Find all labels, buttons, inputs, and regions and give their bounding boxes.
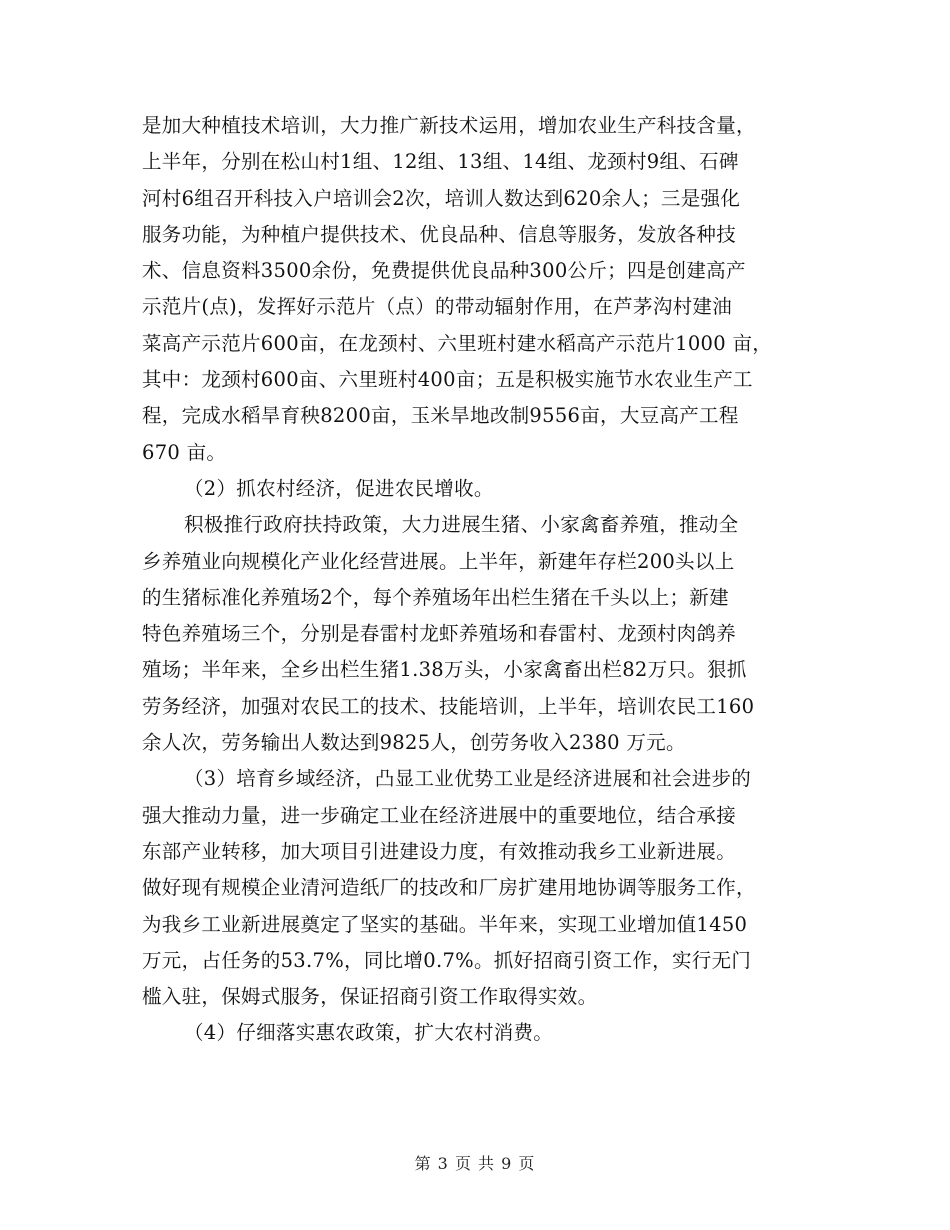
text-line: （2）抓农村经济，促进农民增收。 xyxy=(184,476,494,500)
text-line: 服务功能，为种植户提供技术、优良品种、信息等服务，发放各种技 xyxy=(142,222,737,246)
text-line: 河村6组召开科技入户培训会2次，培训人数达到620余人；三是强化 xyxy=(142,186,741,210)
text-line: 东部产业转移，加大项目引进建设力度，有效推动我乡工业新进展。 xyxy=(142,839,737,863)
text-line: 余人次，劳务输出人数达到9825人，创劳务收入2380 万元。 xyxy=(142,731,686,755)
text-line: 上半年，分别在松山村1组、12组、13组、14组、龙颈村9组、石碑 xyxy=(142,150,739,174)
text-line: 为我乡工业新进展奠定了坚实的基础。半年来，实现工业增加值1450 xyxy=(142,912,748,936)
text-line: 万元，占任务的53.7%，同比增0.7%。抓好招商引资工作，实行无门 xyxy=(142,948,752,972)
text-line: 做好现有规模企业清河造纸厂的技改和厂房扩建用地协调等服务工作， xyxy=(142,876,756,900)
text-line: 的生猪标准化养殖场2个，每个养殖场年出栏生猪在千头以上；新建 xyxy=(142,585,729,609)
text-line: 670 亩。 xyxy=(142,440,227,464)
text-line: 是加大种植技术培训，大力推广新技术运用，增加农业生产科技含量， xyxy=(142,114,756,137)
text-line: 槛入驻，保姆式服务，保证招商引资工作取得实效。 xyxy=(142,985,598,1009)
text-line: （4）仔细落实惠农政策，扩大农村消费。 xyxy=(184,1021,554,1045)
text-line: 示范片(点)，发挥好示范片（点）的带动辐射作用，在芦茅沟村建油 xyxy=(142,295,733,319)
text-line: 术、信息资料3500余份，免费提供优良品种300公斤；四是创建高产 xyxy=(142,259,746,283)
page-footer: 第 3 页 共 9 页 xyxy=(414,1154,536,1173)
text-line: 乡养殖业向规模化产业化经营进展。上半年，新建年存栏200头以上 xyxy=(142,549,735,573)
text-line: 强大推动力量，进一步确定工业在经济进展中的重要地位，结合承接 xyxy=(142,803,737,827)
text-line: （3）培育乡域经济，凸显工业优势工业是经济进展和社会进步的 xyxy=(184,767,752,791)
text-line: 特色养殖场三个，分别是春雷村龙虾养殖场和春雷村、龙颈村肉鸽养 xyxy=(142,622,737,646)
text-line: 积极推行政府扶持政策，大力进展生猪、小家禽畜养殖，推动全 xyxy=(184,513,739,537)
text-line: 劳务经济，加强对农民工的技术、技能培训，上半年，培训农民工160 xyxy=(142,694,755,718)
text-line: 菜高产示范片600亩，在龙颈村、六里班村建水稻高产示范片1000 亩， xyxy=(142,331,773,355)
text-line: 殖场；半年来，全乡出栏生猪1.38万头，小家禽畜出栏82万只。狠抓 xyxy=(142,658,747,682)
text-line: 其中：龙颈村600亩、六里班村400亩；五是积极实施节水农业生产工 xyxy=(142,368,753,392)
text-line: 程，完成水稻旱育秧8200亩，玉米旱地改制9556亩，大豆高产工程 xyxy=(142,404,739,428)
document-body xyxy=(142,108,818,1052)
